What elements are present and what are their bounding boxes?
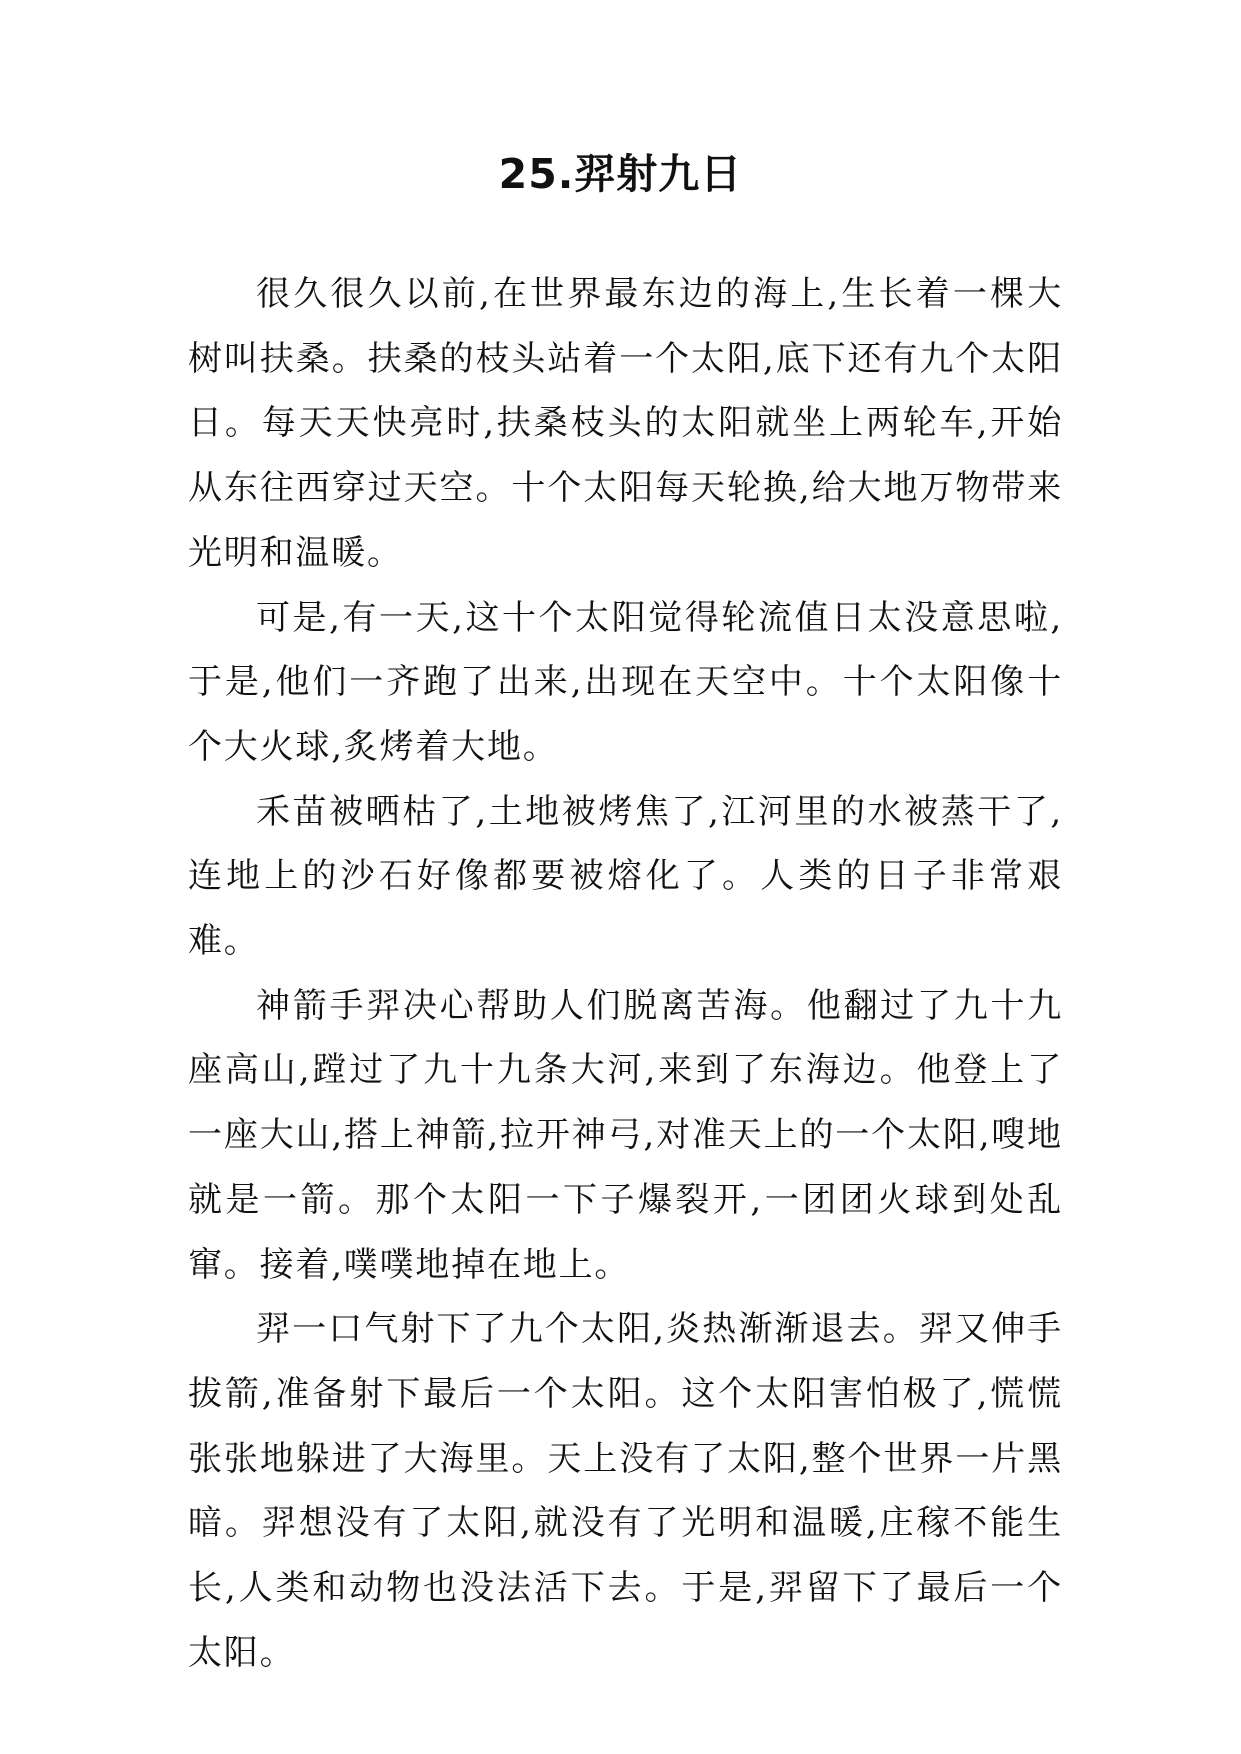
paragraph: 禾苗被晒枯了,土地被烤焦了,江河里的水被蒸干了,连地上的沙石好像都要被熔化了。人类的日子非常艰难。 [188,791,1063,962]
paragraph: 羿一口气射下了九个太阳,炎热渐渐退去。羿又伸手拔箭,准备射下最后一个太阳。这个太阳害怕极了,慌慌张张地躲进了大海里。天上没有了太阳,整个世界一片黑暗。羿想没有了太阳,就没有了光明和温暖,庄稼不能生长,人类和动物也没法活下去。于是,羿留下了最后一个太阳。 [188,1309,1063,1673]
paragraph: 很久很久以前,在世界最东边的海上,生长着一棵大树叫扶桑。扶桑的枝头站着一个太阳,底下还有九个太阳日。每天天快亮时,扶桑枝头的太阳就坐上两轮车,开始从东往西穿过天空。十个太阳每天轮换,给大地万物带来光明和温暖。 [188,274,1063,573]
paragraph: 可是,有一天,这十个太阳觉得轮流值日太没意思啦,于是,他们一齐跑了出来,出现在天空中。十个太阳像十个大火球,炙烤着大地。 [188,597,1063,767]
paragraph: 神箭手羿决心帮助人们脱离苦海。他翻过了九十九座高山,蹚过了九十九条大河,来到了东海边。他登上了一座大山,搭上神箭,拉开神弓,对准天上的一个太阳,嗖地就是一箭。那个太阳一下子爆裂开,一团团火球到处乱窜。接着,噗噗地掉在地上。 [188,985,1063,1285]
story-body [188,262,1063,1685]
page-title: 25.羿射九日 [498,150,743,198]
